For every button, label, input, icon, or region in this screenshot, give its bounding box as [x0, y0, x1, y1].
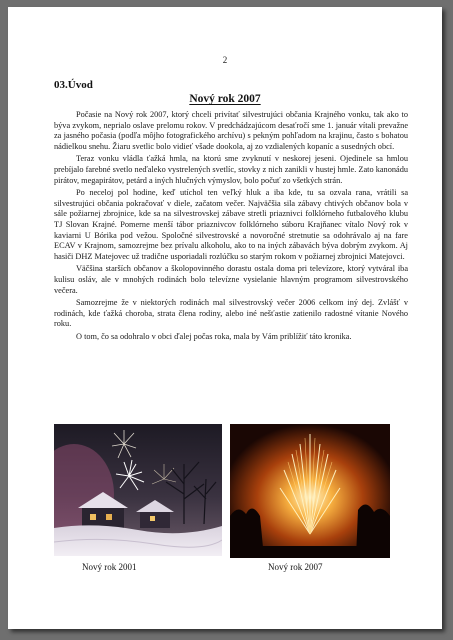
paragraph: O tom, čo sa odohralo v obci ďalej počas roka, mala by Vám priblížiť táto kronika. [76, 331, 352, 341]
photo-caption-2007: Nový rok 2007 [268, 562, 323, 572]
paragraph: Po neceloj pol hodine, keď utíchol ten veľký hluk a iba kde, tu sa ozvala rana, vrátili sa silvestrujúci občania pokračovať v diele, začatom večer. Najväčšia sila zábavy chtivých občanov bola v sále požiarnej zbrojnice, kde sa na silvestrovskej zábave stretli priaznivci folklórneho futbalového klubu TJ Slovan Krajné. Pomerne menší tábor priaznivcov folklórneho súboru Krajňanec vítalo Nový rok v kaviarni U Bórika pod vežou. Spoločné silvestrovské a novoročné stretnutie sa odohrávalo aj na fare ECAV v Krajnom, samozrejme bez prívalu alkoholu, ako to na iných zábavách býva dobrým zvykom. Aj hasiči DHZ Matejovec už tradične usporiadali rozlúčku so starým rokom v požiarnej zbrojnici Matejovci. [54, 188, 408, 261]
paragraph: Väčšina starších občanov a školopovinného dorastu ostala doma pri televízore, ktorý vytváral iba kulisu osláv, ale v mnohých rodinách bolo televízne vysielanie hlavným programom silvestrovského večera. [54, 264, 408, 295]
paragraph: Samozrejme že v niektorých rodinách mal silvestrovský večer 2006 celkom iný dej. Zvlášť v rodinách, kde ťažká choroba, strata člena rodiny, alebo iné nešťastie zatienilo radostné vítanie Nového roku. [54, 298, 408, 329]
page-number: 2 [222, 55, 228, 65]
paragraph: Počasie na Nový rok 2007, ktorý chceli privítať silvestrujúci občania Krajného vonku, tak ako to býva zvykom, neprialo oslave prelomu rokov. V predchádzajúcom desaťročí sme 1. január vítali prevažne za jasného počasia (podľa môjho fotografického archívu) s pekným pohľadom na krajinu, často s bohatou nádielkou snehu. Žiaru svetlic bolo vidieť všade dookola, aj zo vzdialených kopaníc a susedných obcí. [54, 110, 408, 151]
document-page [8, 7, 442, 629]
fireworks-photo-2007 [230, 424, 390, 558]
article-title: Nový rok 2007 [189, 93, 261, 105]
photo-caption-2001: Nový rok 2001 [82, 562, 137, 572]
section-heading: 03.Úvod [54, 79, 93, 91]
article-body [54, 110, 408, 344]
paragraph: Teraz vonku vládla ťažká hmla, na ktorú sme zvyknutí v neskorej jeseni. Ojedinele sa hmlou prebíjalo farebné svetlo neďaleko vystrelených svetlíc, stovky z nich zanikli v hustej hmle. Zato kanonádu pirátov, megapirátov, petárd a iných hlučných výmyslov, bolo počuť zo všetkých strán. [54, 154, 408, 185]
fireworks-photo-2001 [54, 424, 222, 556]
